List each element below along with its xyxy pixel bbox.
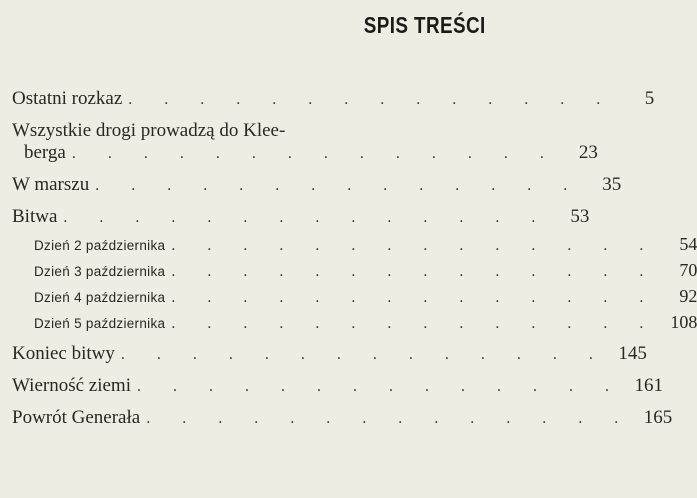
toc-subentry-title: Dzień 2 października <box>34 238 166 253</box>
toc-page-number: 5 <box>644 88 655 109</box>
toc-entry <box>12 120 598 164</box>
toc-page-number: 54 <box>679 234 697 254</box>
toc-entry <box>12 375 663 397</box>
toc-page-number: 145 <box>618 343 647 364</box>
toc-page-number: 92 <box>679 286 697 306</box>
toc-entry-title: Wierność ziemi <box>12 375 131 396</box>
toc-page-number: 161 <box>634 375 663 396</box>
dot-leader: . . . . . . . . . . . . . . <box>171 315 658 332</box>
toc-subentry-title: Dzień 5 października <box>34 316 166 331</box>
toc-entry-title: Bitwa <box>12 206 58 227</box>
dot-leader: . . . . . . . . . . . . . . <box>171 237 658 254</box>
toc-entry <box>12 206 590 228</box>
toc-subentry <box>12 312 697 333</box>
toc-entry-title: W marszu <box>12 174 90 195</box>
toc-entry-title: Wszystkie drogi prowadzą do Klee- <box>12 120 286 141</box>
toc-page-number: 35 <box>602 174 622 195</box>
dot-leader: . . . . . . . . . . . . . . <box>95 177 582 194</box>
toc-entry <box>12 88 655 110</box>
dot-leader: . . . . . . . . . . . . . . <box>171 263 658 280</box>
dot-leader: . . . . . . . . . . . . . . <box>120 346 607 363</box>
dot-leader: . . . . . . . . . . . . . . <box>146 410 633 427</box>
toc-subentry <box>12 234 697 255</box>
toc-subentry <box>12 286 697 307</box>
table-of-contents <box>12 88 697 439</box>
dot-leader: . . . . . . . . . . . . . . <box>171 289 658 306</box>
dot-leader: . . . . . . . . . . . . . . <box>128 91 615 108</box>
toc-subentry-title: Dzień 3 października <box>34 264 166 279</box>
toc-entry-title: Koniec bitwy <box>12 343 115 364</box>
toc-entry <box>12 174 622 196</box>
toc-page-number: 165 <box>643 407 673 428</box>
toc-entry-title-continuation: berga <box>24 142 66 163</box>
toc-entry-title: Powrót Generała <box>12 407 141 428</box>
toc-entry <box>12 407 673 429</box>
toc-entry-title: Ostatni rozkaz <box>12 88 123 109</box>
toc-page-number: 70 <box>679 260 697 280</box>
toc-page-number: 53 <box>570 206 590 227</box>
toc-page-number: 108 <box>670 312 697 332</box>
dot-leader: . . . . . . . . . . . . . . <box>71 145 558 162</box>
dot-leader: . . . . . . . . . . . . . . <box>63 209 550 226</box>
toc-subentry-title: Dzień 4 października <box>34 290 166 305</box>
dot-leader: . . . . . . . . . . . . . . <box>137 378 623 395</box>
page-title: SPIS TREŚCI <box>364 12 486 38</box>
toc-subentry <box>12 260 697 281</box>
toc-entry <box>12 343 647 365</box>
toc-page-number: 23 <box>578 142 598 163</box>
